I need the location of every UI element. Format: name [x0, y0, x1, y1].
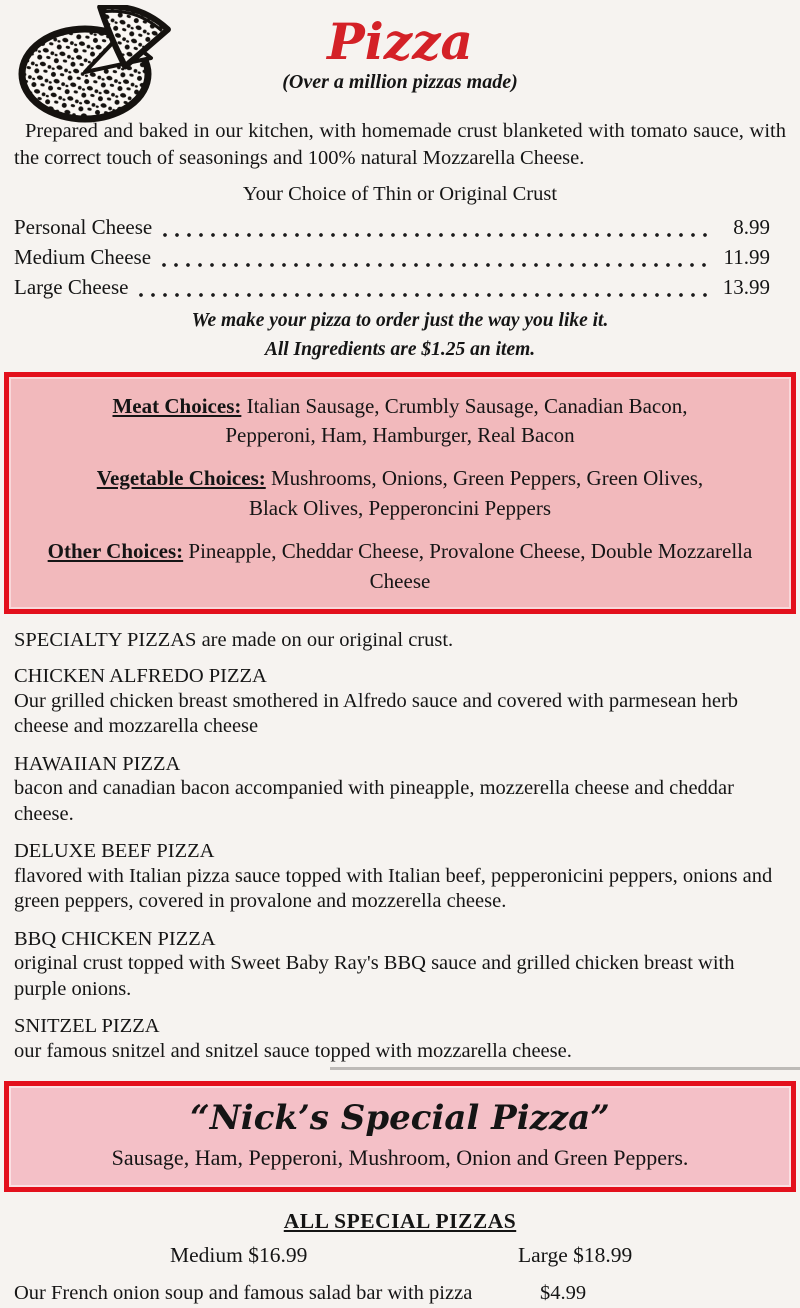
meat-choices-line1 — [21, 392, 779, 422]
item-label: Medium Cheese — [14, 245, 152, 270]
medium-size-price: Medium $16.99 — [170, 1243, 308, 1267]
nicks-special-title: “Nick’s Special Pizza” — [190, 1097, 610, 1138]
menu-header — [0, 0, 800, 110]
pizza-description: bacon and canadian bacon accompanied with pineapple, mozzerella cheese and cheddar cheese. — [14, 777, 734, 825]
page-title: Pizza — [327, 12, 473, 71]
meat-choices-items: Italian Sausage, Crumbly Sausage, Canadian Bacon, — [246, 393, 688, 418]
soup-salad-bar-price: $4.99 — [540, 1282, 587, 1304]
pizza-name: CHICKEN ALFREDO PIZZA — [14, 665, 267, 688]
vegetable-choices-line1 — [21, 464, 779, 494]
made-to-order-note: We make your pizza to order just the way you like it. — [191, 310, 609, 332]
price-row-large-cheese — [0, 275, 800, 305]
item-label: Personal Cheese — [14, 215, 153, 240]
item-label: Large Cheese — [14, 275, 129, 300]
pizza-description: our famous snitzel and snitzel sauce topped with mozzarella cheese. — [14, 1039, 572, 1062]
dot-leader — [159, 215, 713, 245]
vegetable-choices-line2: Black Olives, Pepperoncini Peppers — [248, 496, 552, 520]
pizza-description: flavored with Italian pizza sauce topped with Italian beef, pepperonicini peppers, onions and green peppers, covered in provalone and mozzerella cheese. — [14, 864, 773, 913]
ingredients-price-note: All Ingredients are $1.25 an item. — [264, 338, 536, 360]
nicks-special-pizza-box — [4, 1081, 796, 1192]
intro-paragraph: Prepared and baked in our kitchen, with homemade crust blanketed with tomato sauce, with the correct touch of seasonings and 100% natural Mozzarella Cheese. — [14, 120, 786, 170]
vegetable-choices-items: Mushrooms, Onions, Green Peppers, Green Olives, — [271, 466, 704, 491]
meat-choices-group — [21, 392, 779, 452]
dot-leader — [135, 275, 713, 305]
specialty-item-bbq-chicken — [14, 928, 786, 1002]
all-special-pizzas-heading: ALL SPECIAL PIZZAS — [283, 1209, 517, 1233]
specialty-item-snitzel — [14, 1015, 786, 1064]
specialty-item-hawaiian — [14, 753, 786, 827]
cheese-price-list — [0, 215, 800, 305]
large-size-price: Large $18.99 — [518, 1243, 633, 1267]
pizza-name: BBQ CHICKEN PIZZA — [14, 927, 216, 950]
pizza-description: original crust topped with Sweet Baby Ray's BBQ sauce and grilled chicken breast with purple onions. — [14, 952, 735, 1000]
price-row-medium-cheese — [0, 245, 800, 275]
vegetable-choices-group — [21, 464, 779, 524]
soup-salad-bar-label: Our French onion soup and famous salad bar with pizza — [14, 1282, 473, 1304]
pizza-name: HAWAIIAN PIZZA — [14, 752, 181, 775]
other-choices-line — [21, 537, 779, 597]
pizza-logo-icon — [13, 5, 179, 123]
pizza-name: DELUXE BEEF PIZZA — [14, 840, 215, 863]
meat-choices-line2: Pepperoni, Ham, Hamburger, Real Bacon — [225, 423, 575, 448]
toppings-choices-box — [4, 372, 796, 615]
specialty-pizzas-heading: SPECIALTY PIZZAS are made on our original crust. — [14, 629, 454, 652]
soup-salad-bar-row — [0, 1282, 800, 1308]
specialty-item-chicken-alfredo — [14, 665, 786, 739]
specialty-item-deluxe-beef — [14, 840, 786, 914]
pizza-name: SNITZEL PIZZA — [14, 1014, 160, 1037]
crust-choice-line: Your Choice of Thin or Original Crust — [242, 183, 558, 206]
vegetable-choices-label: Vegetable Choices: — [96, 466, 266, 491]
item-price: 13.99 — [722, 275, 770, 300]
price-row-personal-cheese — [0, 215, 800, 245]
pizza-description: Our grilled chicken breast smothered in Alfredo sauce and covered with parmesean herb cheese and mozzarella cheese — [14, 690, 739, 738]
special-pizza-sizes-row — [0, 1243, 800, 1273]
page-subtitle: (Over a million pizzas made) — [282, 70, 518, 93]
other-choices-label: Other Choices: — [47, 538, 184, 563]
dot-leader — [158, 245, 713, 275]
other-choices-group — [21, 537, 779, 597]
nicks-special-toppings: Sausage, Ham, Pepperoni, Mushroom, Onion and Green Peppers. — [111, 1145, 689, 1170]
other-choices-items: Pineapple, Cheddar Cheese, Provalone Cheese, Double Mozzarella Cheese — [188, 538, 753, 593]
item-price: 11.99 — [723, 245, 770, 270]
item-price: 8.99 — [733, 215, 770, 240]
meat-choices-label: Meat Choices: — [112, 393, 242, 418]
